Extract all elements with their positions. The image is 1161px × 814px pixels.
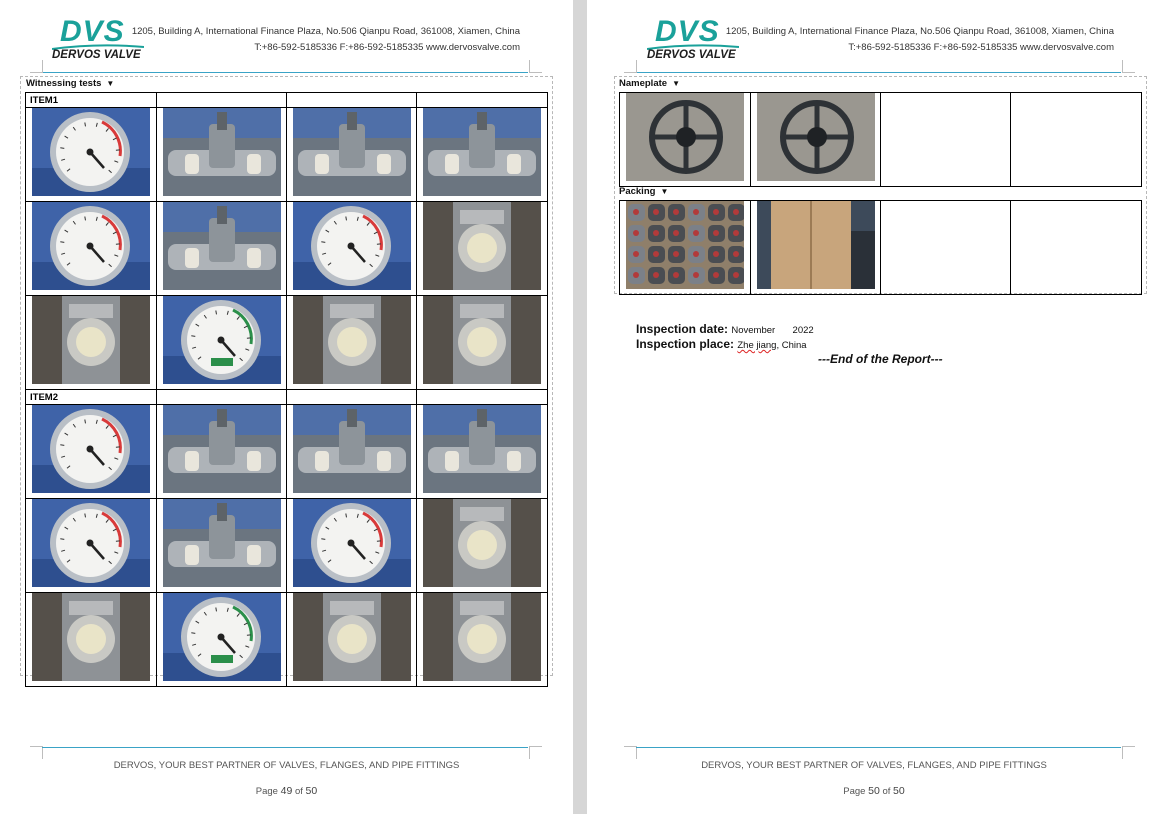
- inspection-photo: [293, 593, 411, 686]
- margin-corner: [624, 60, 637, 73]
- section-title-text: Witnessing tests: [26, 78, 102, 89]
- inspection-place-line: [636, 337, 807, 351]
- inspection-photo: [423, 202, 541, 295]
- inspection-photo: [32, 593, 150, 686]
- photo-cell: [287, 499, 417, 593]
- page-prefix: Page: [843, 786, 866, 797]
- inspection-photo: [423, 499, 541, 592]
- page-of: of: [882, 786, 891, 797]
- section-title-packing: [619, 186, 668, 197]
- inspection-photo: [32, 296, 150, 389]
- table-row: [26, 93, 548, 108]
- margin-corner: [1122, 746, 1135, 759]
- page-gap: [573, 0, 587, 814]
- inspection-photo: [293, 405, 411, 498]
- photo-cell: [26, 108, 157, 202]
- photo-cell: [417, 405, 548, 499]
- margin-corner: [1122, 60, 1135, 73]
- collapse-caret-icon[interactable]: ▼: [660, 187, 669, 196]
- inspection-photo: [163, 499, 281, 592]
- inspection-place-label: Inspection place:: [636, 337, 735, 351]
- table-row: [620, 201, 1142, 295]
- page-total: 50: [305, 785, 318, 797]
- item-label: ITEM1: [26, 93, 157, 108]
- photo-table-body: [26, 93, 548, 687]
- inspection-photo: [32, 108, 150, 201]
- end-of-report: ---End of the Report---: [818, 352, 943, 366]
- empty-cell: [881, 93, 1011, 187]
- margin-corner: [529, 746, 542, 759]
- inspection-photo: [163, 296, 281, 389]
- inspection-photo: [423, 108, 541, 201]
- empty-cell: [287, 390, 417, 405]
- photo-cell: [157, 202, 287, 296]
- table-row: [26, 499, 548, 593]
- page-total: 50: [893, 785, 905, 797]
- photo-cell: [417, 296, 548, 390]
- photo-cell: [287, 593, 417, 687]
- inspection-photo: [757, 201, 875, 294]
- collapse-caret-icon[interactable]: ▼: [672, 79, 680, 88]
- page-header: [587, 14, 1161, 76]
- inspection-photo: [32, 202, 150, 295]
- photo-cell: [417, 108, 548, 202]
- empty-cell: [1011, 93, 1142, 187]
- photo-table: [25, 92, 548, 687]
- page-of: of: [294, 786, 303, 797]
- photo-cell: [26, 593, 157, 687]
- photo-cell: [26, 405, 157, 499]
- report-page-49: [0, 0, 573, 814]
- footer-tagline: DERVOS, YOUR BEST PARTNER OF VALVES, FLANGES, AND PIPE FITTINGS: [701, 760, 1047, 771]
- photo-cell: [287, 108, 417, 202]
- photo-cell: [26, 202, 157, 296]
- inspection-photo: [163, 108, 281, 201]
- empty-cell: [881, 201, 1011, 295]
- company-logo: [50, 16, 146, 64]
- section-title-witnessing: [26, 78, 114, 89]
- packing-title-text: Packing: [619, 186, 656, 197]
- page-number: [587, 785, 1161, 797]
- inspection-photo: [163, 202, 281, 295]
- report-page-50: [587, 0, 1161, 814]
- inspection-date-line: [636, 322, 814, 336]
- page-number: [0, 785, 573, 797]
- inspection-place-province: Zhe jiang: [737, 340, 777, 351]
- inspection-photo: [423, 593, 541, 686]
- company-address: 1205, Building A, International Finance Plaza, No.506 Qianpu Road, 361008, Xiamen, China: [725, 26, 1114, 37]
- margin-corner: [529, 60, 542, 73]
- empty-cell: [157, 93, 287, 108]
- photo-cell: [287, 405, 417, 499]
- photo-cell: [620, 201, 751, 295]
- company-logo: [645, 16, 741, 64]
- inspection-date-year: 2022: [792, 325, 814, 336]
- inspection-photo: [423, 296, 541, 389]
- inspection-photo: [423, 405, 541, 498]
- photo-cell: [157, 499, 287, 593]
- page-header: [0, 14, 573, 76]
- photo-cell: [26, 296, 157, 390]
- photo-cell: [157, 593, 287, 687]
- inspection-photo: [293, 108, 411, 201]
- inspection-photo: [32, 499, 150, 592]
- collapse-caret-icon[interactable]: ▼: [106, 79, 115, 88]
- empty-cell: [287, 93, 417, 108]
- footer-rule: [636, 747, 1121, 748]
- table-row: [26, 390, 548, 405]
- section-title-nameplate: [619, 78, 680, 89]
- inspection-photo: [626, 201, 744, 294]
- table-row: [26, 405, 548, 499]
- photo-cell: [287, 202, 417, 296]
- photo-cell: [751, 201, 881, 295]
- photo-cell: [620, 93, 751, 187]
- page-prefix: Page: [255, 786, 278, 797]
- logo-name: DERVOS VALVE: [647, 49, 736, 61]
- inspection-photo: [32, 405, 150, 498]
- company-contact: T:+86-592-5185336 F:+86-592-5185335 www.dervosvalve.com: [848, 42, 1114, 53]
- header-rule: [42, 72, 528, 73]
- logo-name: DERVOS VALVE: [52, 49, 141, 61]
- table-row: [26, 202, 548, 296]
- photo-cell: [26, 499, 157, 593]
- table-row: [620, 93, 1142, 187]
- photo-cell: [417, 499, 548, 593]
- inspection-photo: [757, 93, 875, 186]
- company-address: 1205, Building A, International Finance Plaza, No.506 Qianpu Road, 361008, Xiamen, China: [131, 26, 520, 37]
- logo-mark: DVS: [60, 15, 125, 48]
- photo-cell: [751, 93, 881, 187]
- empty-cell: [417, 93, 548, 108]
- empty-cell: [157, 390, 287, 405]
- table-row: [26, 108, 548, 202]
- table-row: [26, 593, 548, 687]
- inspection-date-month: November: [731, 325, 776, 336]
- photo-cell: [157, 108, 287, 202]
- photo-cell: [417, 593, 548, 687]
- inspection-photo: [626, 93, 744, 186]
- table-row: [26, 296, 548, 390]
- header-rule: [636, 72, 1121, 73]
- inspection-photo: [163, 405, 281, 498]
- margin-corner: [30, 60, 43, 73]
- inspection-photo: [293, 202, 411, 295]
- item-label: ITEM2: [26, 390, 157, 405]
- footer-rule: [42, 747, 528, 748]
- inspection-place-country: , China: [776, 340, 807, 351]
- inspection-photo: [293, 296, 411, 389]
- logo-mark: DVS: [655, 15, 720, 48]
- nameplate-table: [619, 92, 1142, 187]
- photo-cell: [287, 296, 417, 390]
- company-contact: T:+86-592-5185336 F:+86-592-5185335 www.dervosvalve.com: [254, 42, 520, 53]
- packing-table: [619, 200, 1142, 295]
- empty-cell: [417, 390, 548, 405]
- page-current: 49: [280, 785, 293, 797]
- photo-cell: [157, 296, 287, 390]
- nameplate-table-body: [620, 93, 1142, 187]
- inspection-photo: [163, 593, 281, 686]
- nameplate-title-text: Nameplate: [619, 78, 668, 89]
- packing-table-body: [620, 201, 1142, 295]
- page-current: 50: [868, 785, 880, 797]
- inspection-photo: [293, 499, 411, 592]
- photo-cell: [157, 405, 287, 499]
- inspection-date-label: Inspection date:: [636, 322, 729, 336]
- empty-cell: [1011, 201, 1142, 295]
- footer-tagline: DERVOS, YOUR BEST PARTNER OF VALVES, FLANGES, AND PIPE FITTINGS: [113, 760, 460, 771]
- photo-cell: [417, 202, 548, 296]
